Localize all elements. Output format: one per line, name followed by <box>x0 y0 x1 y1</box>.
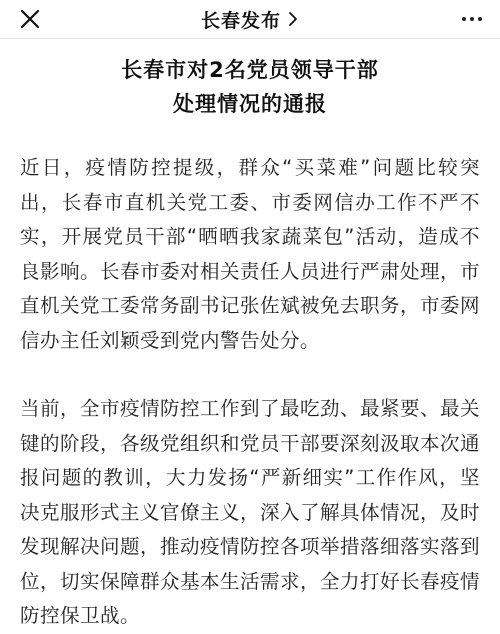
paragraph-2: 当前，全市疫情防控工作到了最吃劲、最紧要、最关键的阶段，各级党组织和党员干部要深刻汲取本次通报问题的教训，大力发扬“严新细实”工作作风，坚决克服形式主义官僚主义，深入了解具体情况，及时发现解决问题，推动疫情防控各项举措落细落实落到位，切实保障群众基本生活需求，全力打好长春疫情防控保卫战。 <box>20 397 481 627</box>
top-nav-bar <box>0 0 500 39</box>
more-dots-icon <box>470 17 474 21</box>
paragraph-1: 近日，疫情防控提级，群众“买菜难”问题比较突出，长春市直机关党工委、市委网信办工作不严不实，开展党员干部“晒晒我家蔬菜包”活动，造成不良影响。长春市委对相关责任人员进行严肃处理，市直机关党工委常务副书记张佐斌被免去职务，市委网信办主任刘颖受到党内警告处分。 <box>20 156 481 352</box>
more-dots-icon <box>478 17 482 21</box>
article-headline <box>20 53 480 121</box>
chevron-right-icon <box>287 11 299 27</box>
more-button[interactable] <box>458 8 486 30</box>
more-dots-icon <box>462 17 466 21</box>
article-body <box>0 53 500 634</box>
account-name: 长春发布 <box>200 9 281 32</box>
account-title-link[interactable] <box>201 6 299 33</box>
headline-line-1: 长春市对2名党员领导干部 <box>121 58 379 82</box>
headline-line-2: 处理情况的通报 <box>173 92 327 116</box>
title-area <box>0 0 500 38</box>
